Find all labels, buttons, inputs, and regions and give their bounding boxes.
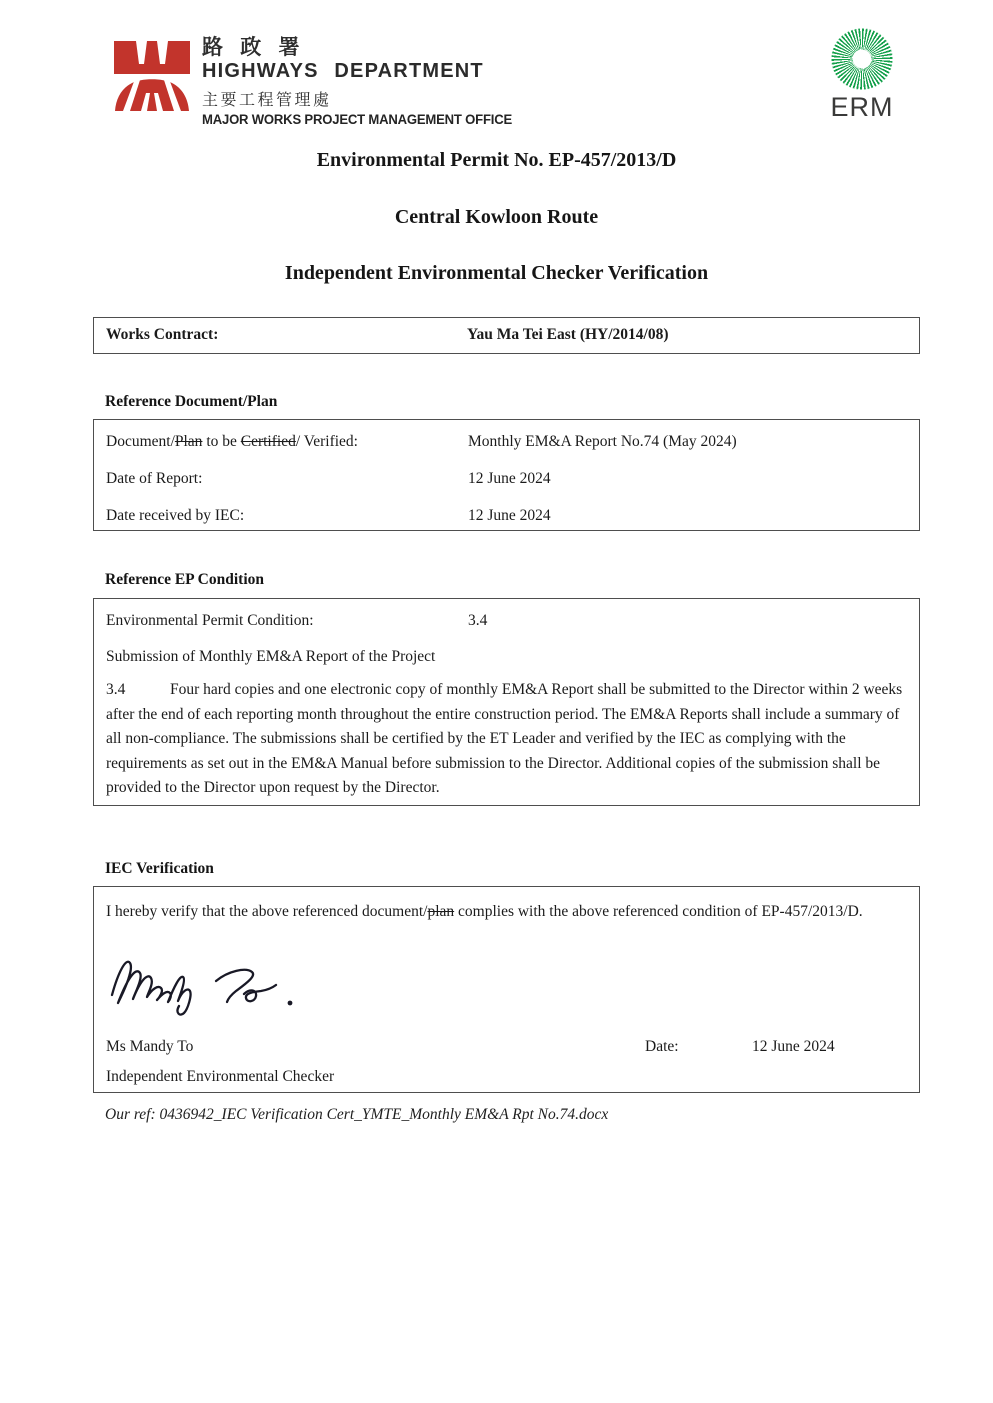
works-contract-value: Yau Ma Tei East (HY/2014/08) — [467, 326, 669, 343]
struck-word-certified: Certified — [240, 433, 296, 450]
department-name-chinese: 路 政 署 — [202, 35, 306, 59]
date-received-value: 12 June 2024 — [468, 507, 551, 524]
ep-clause-text: Four hard copies and one electronic copy of monthly EM&A Report shall be submitted to the Director within 2 weeks after the end of each reporting month throughout the entire construction period. The EM&A Reports shall include a summary of all non-compliance. The submissions shall be certified by the ET Leader and verified by the IEC as complying with the requirements as set out in the EM&A Manual before submission to the Director. Additional copies of the submission shall be provided to the Director upon request by the Director. — [106, 681, 903, 797]
our-ref-line: Our ref: 0436942_IEC Verification Cert_YMTE_Monthly EM&A Rpt No.74.docx — [105, 1106, 609, 1123]
project-title: Central Kowloon Route — [394, 206, 599, 228]
statement-part: I hereby verify that the above referenced document/ — [106, 903, 428, 920]
erm-sunburst-icon — [830, 27, 894, 91]
signatory-name: Ms Mandy To — [106, 1038, 194, 1055]
date-of-report-value: 12 June 2024 — [468, 470, 551, 487]
date-of-report-label: Date of Report: — [106, 470, 203, 487]
struck-word-plan: Plan — [174, 433, 203, 450]
erm-logo-block — [827, 27, 897, 123]
iec-verification-box — [93, 886, 920, 1093]
ep-condition-subject: Submission of Monthly EM&A Report of the Project — [106, 648, 436, 665]
iec-verification-statement — [106, 899, 906, 924]
permit-number-title: Environmental Permit No. EP-457/2013/D — [316, 149, 677, 171]
reference-document-heading: Reference Document/Plan — [105, 393, 278, 410]
signatory-title: Independent Environmental Checker — [106, 1068, 335, 1085]
department-name-english: HIGHWAYS DEPARTMENT — [202, 60, 484, 83]
iec-verification-heading: IEC Verification — [105, 860, 214, 877]
document-to-be-verified-value: Monthly EM&A Report No.74 (May 2024) — [468, 433, 737, 450]
office-name-english: MAJOR WORKS PROJECT MANAGEMENT OFFICE — [202, 112, 513, 128]
erm-wordmark: ERM — [830, 92, 894, 122]
reference-ep-condition-box — [93, 598, 920, 806]
works-contract-label: Works Contract: — [106, 326, 219, 343]
statement-part: complies with the above referenced condition of EP-457/2013/D. — [454, 903, 863, 920]
highways-department-logo-icon — [113, 37, 191, 111]
ep-clause-paragraph — [106, 678, 909, 801]
office-name-chinese: 主要工程管理處 — [202, 92, 332, 110]
signature-handwriting — [104, 947, 352, 1017]
ep-condition-value: 3.4 — [468, 612, 488, 629]
signature-date-label: Date: — [645, 1038, 679, 1055]
document-to-be-verified-label — [106, 433, 358, 450]
label-part: to be — [202, 433, 241, 450]
works-contract-box — [93, 317, 920, 354]
reference-document-box — [93, 419, 920, 531]
date-received-label: Date received by IEC: — [106, 507, 245, 524]
signature-date-value: 12 June 2024 — [752, 1038, 835, 1055]
ep-condition-row — [106, 612, 907, 648]
reference-ep-condition-heading: Reference EP Condition — [105, 571, 265, 588]
ep-clause-number: 3.4 — [106, 681, 126, 698]
document-type-title: Independent Environmental Checker Verification — [284, 262, 709, 284]
label-part: / Verified: — [295, 433, 358, 450]
ep-condition-label: Environmental Permit Condition: — [106, 612, 314, 629]
works-contract-row — [94, 318, 919, 344]
date-received-row — [106, 507, 907, 544]
label-part: Document/ — [106, 433, 175, 450]
struck-word-plan: plan — [427, 903, 455, 920]
department-name-block — [202, 36, 522, 127]
document-to-be-verified-row — [106, 433, 907, 470]
date-of-report-row — [106, 470, 907, 507]
